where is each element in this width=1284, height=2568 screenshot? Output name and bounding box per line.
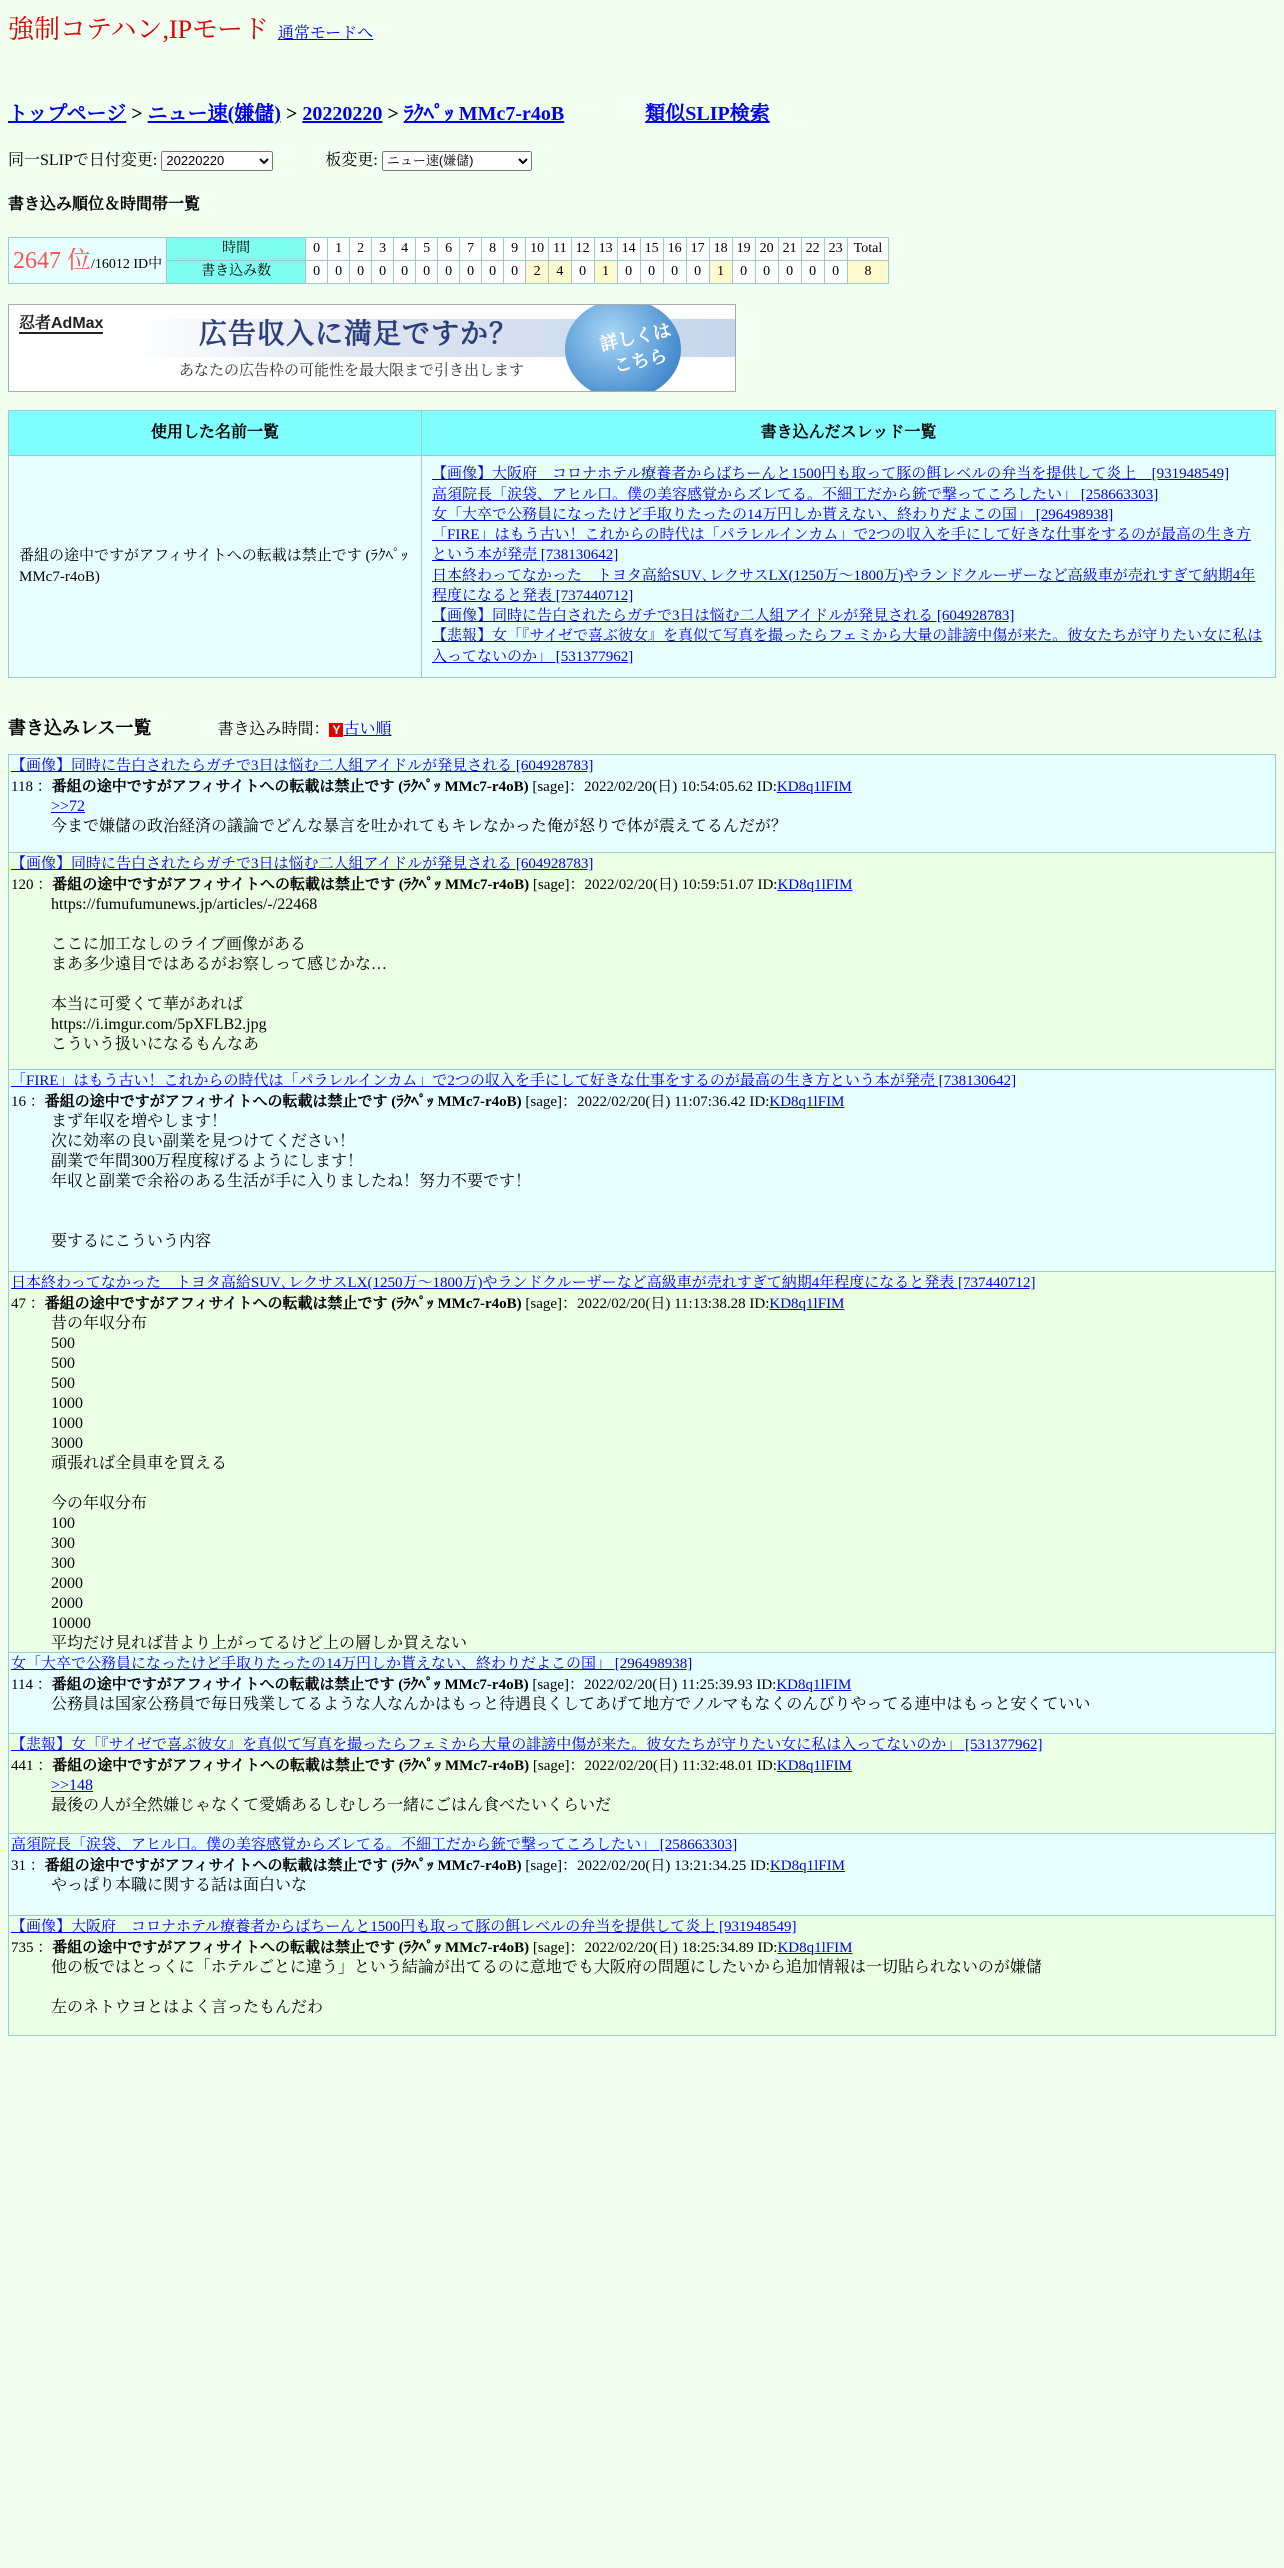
hour-cell: 5 bbox=[416, 238, 438, 261]
post-author: 番組の途中ですがアフィサイトへの転載は禁止です (ﾗｸﾍﾟｯ MMc7-r4oB) bbox=[52, 876, 530, 893]
post-author: 番組の途中ですがアフィサイトへの転載は禁止です (ﾗｸﾍﾟｯ MMc7-r4oB) bbox=[44, 1857, 522, 1874]
post-number: 118 ： bbox=[11, 778, 52, 795]
breadcrumb-slip-link[interactable]: ﾗｸﾍﾟｯ MMc7-r4oB bbox=[403, 103, 565, 126]
post-item bbox=[9, 1272, 1275, 1653]
thread-link[interactable]: 「FIRE」はもう古い！これからの時代は「パラレルインカム」で2つの収入を手にして好きな仕事をするのが最高の生き方という本が発売 [738130642] bbox=[432, 527, 1251, 564]
post-body bbox=[9, 1776, 1275, 1816]
post-author: 番組の途中ですがアフィサイトへの転載は禁止です (ﾗｸﾍﾟｯ MMc7-r4oB) bbox=[44, 1295, 522, 1312]
used-name: 番組の途中ですがアフィサイトへの転載は禁止です (ﾗｸﾍﾟｯ MMc7-r4oB) bbox=[9, 456, 422, 678]
count-cell: 0 bbox=[416, 261, 438, 284]
header bbox=[8, 12, 1276, 47]
post-info: [sage]：2022/02/20(日) 10:54:05.62 ID: bbox=[528, 778, 777, 795]
post-author: 番組の途中ですがアフィサイトへの転載は禁止です (ﾗｸﾍﾟｯ MMc7-r4oB) bbox=[52, 1757, 530, 1774]
hour-cell: 15 bbox=[640, 238, 663, 261]
count-cell: 0 bbox=[438, 261, 460, 284]
post-text: 今まで嫌儲の政治経済の議論でどんな暴言を吐かれてもキレなかった俺が怒りで体が震えてるんだが？ bbox=[51, 817, 787, 835]
post-thread-link[interactable]: 【画像】大阪府 コロナホテル療養者からばちーんと1500円も取って豚の餌レベルの弁当を提供して炎上 [931948549] bbox=[11, 1919, 797, 1936]
hourly-table bbox=[8, 237, 889, 284]
hour-cell: 16 bbox=[663, 238, 686, 261]
thread-link[interactable]: 【画像】大阪府 コロナホテル療養者からばちーんと1500円も取って豚の餌レベルの弁当を提供して炎上  [931948549] bbox=[432, 466, 1230, 483]
count-cell: 0 bbox=[778, 261, 801, 284]
thread-link[interactable]: 高須院長「涙袋、アヒル口。僕の美容感覚からズレてる。不細工だから銃で撃ってころしたい」 [258663303] bbox=[432, 486, 1159, 503]
threads-column-header: 書き込んだスレッド一覧 bbox=[422, 411, 1276, 456]
thread-link[interactable]: 女「大卒で公務員になったけど手取りたったの14万円しか貰えない、終わりだよこの国」 [296498938] bbox=[432, 506, 1114, 523]
rank-total: /16012 ID中 bbox=[91, 256, 163, 272]
count-cell: 0 bbox=[617, 261, 640, 284]
thread-link[interactable]: 【画像】同時に告白されたらガチで3日は悩む二人組アイドルが発見される [604928783] bbox=[432, 608, 1015, 625]
breadcrumb-board-link[interactable]: ニュー速(嫌儲) bbox=[147, 103, 281, 126]
hour-cell: 0 bbox=[306, 238, 328, 261]
count-label: 書き込み数 bbox=[167, 261, 306, 284]
rank-value: 2647 位 bbox=[13, 247, 91, 274]
breadcrumb-date-link[interactable]: 20220220 bbox=[302, 103, 383, 126]
count-cell: 0 bbox=[306, 261, 328, 284]
ad-details-label: 詳しくは こちら bbox=[598, 320, 673, 377]
post-thread-link[interactable]: 【画像】同時に告白されたらガチで3日は悩む二人組アイドルが発見される [604928783] bbox=[11, 758, 594, 775]
count-cell: 0 bbox=[571, 261, 594, 284]
hour-cell: 9 bbox=[504, 238, 526, 261]
hour-cell: 6 bbox=[438, 238, 460, 261]
post-thread-link[interactable]: 【画像】同時に告白されたらガチで3日は悩む二人組アイドルが発見される [604928783] bbox=[11, 856, 594, 873]
rank-cell bbox=[9, 238, 167, 284]
post-item bbox=[9, 1916, 1275, 2035]
hour-cell: 11 bbox=[549, 238, 571, 261]
post-meta bbox=[9, 1294, 1275, 1314]
post-text: まず年収を増やします！ 次に効率の良い副業を見つけてください！ 副業で年間300万程度稼げるようにします！ 年収と副業で余裕のある生活が手に入りましたね！努力不要です！ 要するにこういう内容 bbox=[51, 1112, 532, 1250]
post-thread-link[interactable]: 女「大卒で公務員になったけど手取りたったの14万円しか貰えない、終わりだよこの国」 [296498938] bbox=[11, 1656, 693, 1673]
post-anchor-link[interactable]: >>148 bbox=[51, 1776, 94, 1794]
count-cell: 0 bbox=[328, 261, 350, 284]
thread-link[interactable]: 日本終わってなかった トヨタ高給SUV､レクサスLX(1250万～1800万)やランドクルーザーなど高級車が売れすぎて納期4年程度になると発表 [737440712] bbox=[432, 567, 1256, 604]
count-cell: 0 bbox=[640, 261, 663, 284]
board-select[interactable] bbox=[382, 151, 532, 171]
page-title: 強制コテハン,IPモード bbox=[8, 15, 270, 44]
post-thread-link[interactable]: 高須院長「涙袋、アヒル口。僕の美容感覚からズレてる。不細工だから銃で撃ってころしたい」 [258663303] bbox=[11, 1837, 738, 1854]
post-author: 番組の途中ですがアフィサイトへの転載は禁止です (ﾗｸﾍﾟｯ MMc7-r4oB) bbox=[44, 1093, 522, 1110]
count-cell: 1 bbox=[594, 261, 617, 284]
post-meta bbox=[9, 1675, 1275, 1695]
count-cell: 1 bbox=[709, 261, 732, 284]
post-author: 番組の途中ですがアフィサイトへの転載は禁止です (ﾗｸﾍﾟｯ MMc7-r4oB) bbox=[51, 778, 529, 795]
post-id-link[interactable]: KD8q1lFIM bbox=[777, 1939, 853, 1956]
count-cell: 0 bbox=[504, 261, 526, 284]
post-item bbox=[9, 1834, 1275, 1916]
post-text: https://fumufumunews.jp/articles/-/22468 ここに加工なしのライブ画像がある まあ多少遠目ではあるがお察しって感じかな… 本当に可愛くて華があれば https://i.imgur.com/5pXFLB2.jpg こういう扱いになるもんなあ bbox=[51, 895, 388, 1053]
post-meta bbox=[9, 1756, 1275, 1776]
post-number: 441 ： bbox=[11, 1757, 53, 1774]
posts-list bbox=[8, 754, 1276, 2036]
names-column-header: 使用した名前一覧 bbox=[9, 411, 422, 456]
hour-cell: 3 bbox=[372, 238, 394, 261]
post-number: 47 ： bbox=[11, 1295, 45, 1312]
post-anchor-link[interactable]: >>72 bbox=[51, 797, 86, 815]
date-change-label: 同一SLIPで日付変更: bbox=[8, 152, 158, 170]
posts-header bbox=[8, 716, 1276, 741]
hour-cell: 19 bbox=[732, 238, 755, 261]
date-select[interactable] bbox=[161, 151, 273, 171]
hour-cell: 22 bbox=[801, 238, 824, 261]
controls bbox=[8, 150, 1276, 172]
total-header-cell: Total bbox=[847, 238, 889, 261]
post-thread-link[interactable]: 【悲報】女「『サイゼで喜ぶ彼女』を真似て写真を撮ったらフェミから大量の誹謗中傷が来た。彼女たちが守りたい女に私は入ってないのか」 [531377962] bbox=[11, 1737, 1043, 1754]
count-cell: 0 bbox=[350, 261, 372, 284]
count-cell: 0 bbox=[663, 261, 686, 284]
normal-mode-link[interactable]: 通常モードへ bbox=[277, 23, 374, 42]
count-cell: 0 bbox=[824, 261, 847, 284]
breadcrumb-separator: > bbox=[387, 103, 399, 126]
count-cell: 0 bbox=[732, 261, 755, 284]
post-info: [sage]：2022/02/20(日) 13:21:34.25 ID: bbox=[521, 1857, 770, 1874]
similar-slip-search-link[interactable]: 類似SLIP検索 bbox=[645, 103, 770, 126]
post-info: [sage]：2022/02/20(日) 18:25:34.89 ID: bbox=[529, 1939, 778, 1956]
ad-banner[interactable] bbox=[8, 304, 736, 392]
post-id-link[interactable]: KD8q1lFIM bbox=[776, 1676, 852, 1693]
post-item bbox=[9, 1653, 1275, 1734]
hour-cell: 18 bbox=[709, 238, 732, 261]
post-text: 昔の年収分布 500 500 500 1000 1000 3000 頑張れば全員車を買える 今の年収分布 100 300 300 2000 2000 10000 平均だけ見れば昔より上がってるけど上の層しか買えない bbox=[51, 1314, 468, 1652]
post-meta bbox=[9, 875, 1275, 895]
total-count-cell: 8 bbox=[847, 261, 889, 284]
post-author: 番組の途中ですがアフィサイトへの転載は禁止です (ﾗｸﾍﾟｯ MMc7-r4oB) bbox=[51, 1676, 529, 1693]
count-cell: 0 bbox=[460, 261, 482, 284]
post-number: 735 ： bbox=[11, 1939, 53, 1956]
names-table bbox=[8, 410, 1276, 678]
post-body bbox=[9, 797, 1275, 837]
count-cell: 4 bbox=[549, 261, 571, 284]
time-label: 時間 bbox=[167, 238, 306, 261]
post-info: [sage]：2022/02/20(日) 11:13:38.28 ID: bbox=[521, 1295, 770, 1312]
count-cell: 0 bbox=[372, 261, 394, 284]
ad-headline: 広告収入に満足ですか？ bbox=[199, 318, 519, 350]
post-id-link[interactable]: KD8q1lFIM bbox=[776, 1757, 852, 1774]
posts-title: 書き込みレス一覧 bbox=[8, 717, 152, 738]
post-meta bbox=[9, 777, 1275, 797]
sort-order-icon: Y bbox=[329, 723, 343, 737]
post-text: 最後の人が全然嫌じゃなくて愛嬌あるしむしろ一緒にごはん食べたいくらいだ bbox=[51, 1796, 612, 1814]
hour-cell: 23 bbox=[824, 238, 847, 261]
ad-subline: あなたの広告枠の可能性を最大限まで引き出します bbox=[179, 362, 525, 380]
post-text: やっぱり本職に関する話は面白いな bbox=[51, 1876, 308, 1894]
post-id-link[interactable]: KD8q1lFIM bbox=[769, 1093, 845, 1110]
post-number: 16 ： bbox=[11, 1093, 45, 1110]
post-number: 31 ： bbox=[11, 1857, 45, 1874]
hour-cell: 8 bbox=[482, 238, 504, 261]
hour-cell: 1 bbox=[328, 238, 350, 261]
hour-cell: 14 bbox=[617, 238, 640, 261]
hour-cell: 4 bbox=[394, 238, 416, 261]
breadcrumb-top-link[interactable]: トップページ bbox=[8, 103, 127, 126]
post-meta bbox=[9, 1938, 1275, 1958]
count-cell: 0 bbox=[482, 261, 504, 284]
post-meta bbox=[9, 1092, 1275, 1112]
post-id-link[interactable]: KD8q1lFIM bbox=[769, 1857, 845, 1874]
ranking-heading: 書き込み順位＆時間帯一覧 bbox=[8, 195, 201, 213]
thread-link[interactable]: 【悲報】女「『サイゼで喜ぶ彼女』を真似て写真を撮ったらフェミから大量の誹謗中傷が来た。彼女たちが守りたい女に私は入ってないのか」 [531377962] bbox=[432, 628, 1263, 665]
post-item bbox=[9, 755, 1275, 853]
breadcrumb-separator: > bbox=[285, 103, 298, 126]
count-cell: 2 bbox=[526, 261, 549, 284]
post-thread-link[interactable]: 日本終わってなかった トヨタ高給SUV､レクサスLX(1250万～1800万)やランドクルーザーなど高級車が売れすぎて納期4年程度になると発表 [737440712] bbox=[11, 1275, 1036, 1292]
post-text: 他の板ではとっくに「ホテルごとに違う」という結論が出てるのに意地でも大阪府の問題にしたいから追加情報は一切貼られないのが嫌儲 左のネトウヨとはよく言ったもんだわ bbox=[51, 1958, 1042, 2016]
post-item bbox=[9, 1070, 1275, 1272]
hour-cell: 10 bbox=[526, 238, 549, 261]
hour-cell: 20 bbox=[755, 238, 778, 261]
ad-logo: 忍者AdMax bbox=[19, 315, 104, 333]
hour-cell: 12 bbox=[571, 238, 594, 261]
hour-cell: 17 bbox=[686, 238, 709, 261]
post-time-label: 書き込み時間： bbox=[217, 720, 330, 738]
post-info: [sage]：2022/02/20(日) 11:07:36.42 ID: bbox=[521, 1093, 770, 1110]
board-change-label: 板変更: bbox=[325, 152, 378, 170]
count-cell: 0 bbox=[686, 261, 709, 284]
post-number: 114 ： bbox=[11, 1676, 52, 1693]
hour-cell: 7 bbox=[460, 238, 482, 261]
post-item bbox=[9, 1734, 1275, 1834]
post-number: 120 ： bbox=[11, 876, 53, 893]
count-cell: 0 bbox=[755, 261, 778, 284]
hour-cell: 2 bbox=[350, 238, 372, 261]
post-info: [sage]：2022/02/20(日) 10:59:51.07 ID: bbox=[529, 876, 778, 893]
post-info: [sage]：2022/02/20(日) 11:25:39.93 ID: bbox=[528, 1676, 777, 1693]
post-author: 番組の途中ですがアフィサイトへの転載は禁止です (ﾗｸﾍﾟｯ MMc7-r4oB) bbox=[52, 1939, 530, 1956]
hour-cell: 21 bbox=[778, 238, 801, 261]
count-cell: 0 bbox=[801, 261, 824, 284]
post-id-link[interactable]: KD8q1lFIM bbox=[776, 778, 852, 795]
post-info: [sage]：2022/02/20(日) 11:32:48.01 ID: bbox=[529, 1757, 777, 1774]
post-item bbox=[9, 853, 1275, 1070]
post-meta bbox=[9, 1856, 1275, 1876]
post-text: 公務員は国家公務員で毎日残業してるような人なんかはもっと待遇良くしてあげて地方でノルマもなくのんびりやってる連中はもっと安くていい bbox=[51, 1695, 1091, 1713]
count-cell: 0 bbox=[394, 261, 416, 284]
sort-order-link[interactable]: 古い順 bbox=[343, 720, 392, 738]
breadcrumb bbox=[8, 101, 1276, 128]
hour-cell: 13 bbox=[594, 238, 617, 261]
thread-list bbox=[422, 456, 1276, 678]
post-id-link[interactable]: KD8q1lFIM bbox=[777, 876, 853, 893]
breadcrumb-separator: > bbox=[131, 103, 143, 126]
ad-details-button[interactable] bbox=[565, 304, 681, 392]
post-id-link[interactable]: KD8q1lFIM bbox=[769, 1295, 845, 1312]
post-thread-link[interactable]: 「FIRE」はもう古い！これからの時代は「パラレルインカム」で2つの収入を手にして好きな仕事をするのが最高の生き方という本が発売 [738130642] bbox=[11, 1073, 1017, 1090]
